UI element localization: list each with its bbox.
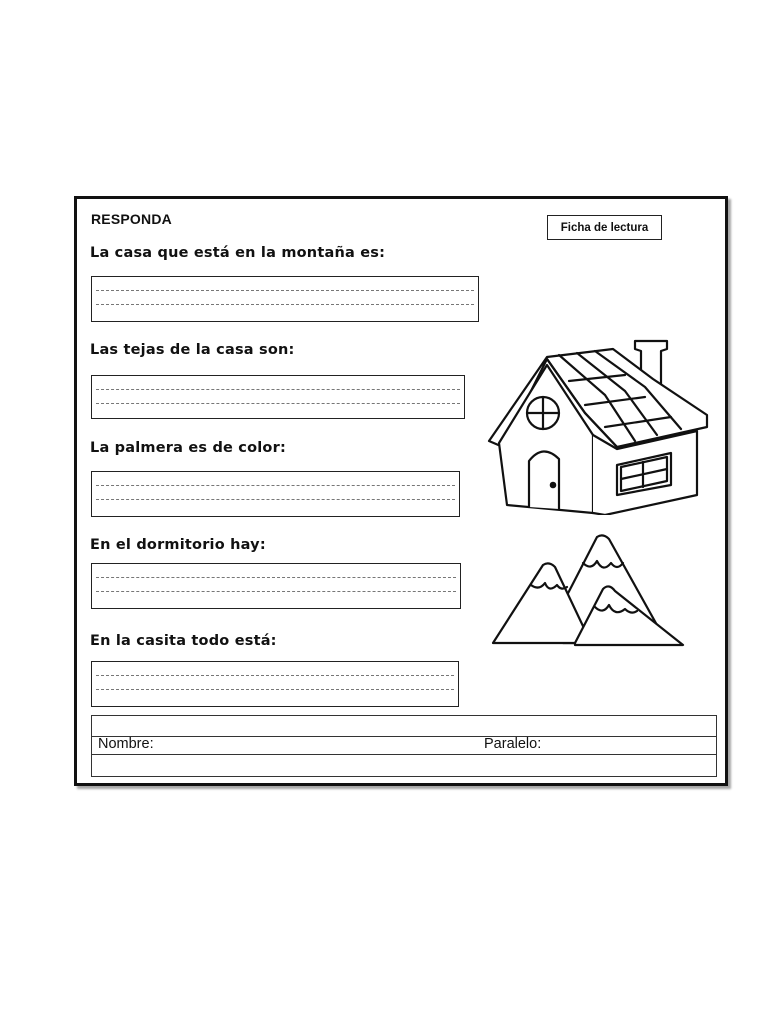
question-4: En el dormitorio hay: — [90, 537, 266, 553]
name-label: Nombre: — [98, 736, 154, 752]
answer-box-2[interactable] — [91, 375, 465, 419]
mountains-icon — [487, 533, 687, 653]
question-1: La casa que está en la montaña es: — [90, 245, 386, 261]
worksheet-tag: Ficha de lectura — [547, 215, 662, 240]
question-3: La palmera es de color: — [90, 440, 286, 456]
question-2: Las tejas de la casa son: — [90, 342, 295, 358]
footer-row-bottom — [91, 754, 717, 777]
worksheet — [74, 196, 728, 786]
footer-row-name[interactable] — [91, 736, 717, 755]
answer-box-3[interactable] — [91, 471, 460, 517]
answer-box-1[interactable] — [91, 276, 479, 322]
house-icon — [485, 335, 715, 515]
footer-row-top — [91, 715, 717, 737]
group-label: Paralelo: — [484, 736, 542, 752]
answer-box-4[interactable] — [91, 563, 461, 609]
worksheet-title: RESPONDA — [91, 211, 172, 227]
answer-box-5[interactable] — [91, 661, 459, 707]
footer-table — [91, 715, 717, 777]
question-5: En la casita todo está: — [90, 633, 277, 649]
